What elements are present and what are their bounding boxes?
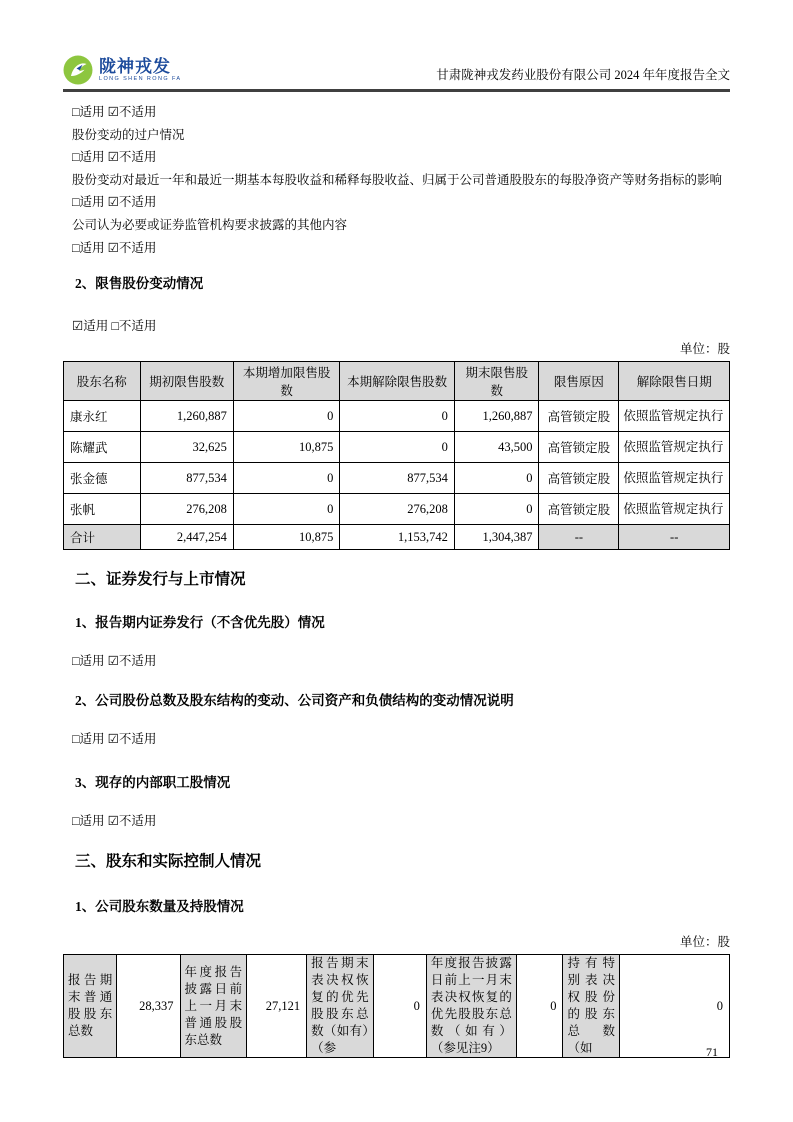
table-cell: 依照监管规定执行 bbox=[619, 432, 730, 463]
applicability-line: □适用 ☑不适用 bbox=[72, 150, 157, 165]
unit-label: 单位：股 bbox=[679, 342, 730, 357]
shareholder-count-table bbox=[63, 954, 730, 1058]
table-cell: 依照监管规定执行 bbox=[619, 463, 730, 494]
logo-en-text: LONG SHEN RONG FA bbox=[99, 75, 182, 82]
table-cell: 877,534 bbox=[140, 463, 233, 494]
report-title: 甘肃陇神戎发药业股份有限公司 2024 年年度报告全文 bbox=[436, 68, 730, 82]
table-row bbox=[64, 955, 730, 1058]
table-cell: 高管锁定股 bbox=[539, 463, 619, 494]
table-cell: 0 bbox=[233, 401, 340, 432]
table-header-cell: 期末限售股数 bbox=[454, 362, 539, 401]
table-cell: 1,260,887 bbox=[140, 401, 233, 432]
table-cell: 0 bbox=[340, 401, 455, 432]
label-cell: 年度报告披露日前上一月末普通股股东总数 bbox=[180, 955, 247, 1058]
table-header-cell: 本期增加限售股数 bbox=[233, 362, 340, 401]
company-logo bbox=[63, 55, 181, 85]
table-cell: 2,447,254 bbox=[140, 525, 233, 550]
table-row bbox=[64, 432, 730, 463]
value-cell: 27,121 bbox=[247, 955, 307, 1058]
value-cell: 28,337 bbox=[117, 955, 180, 1058]
paragraph: 公司认为必要或证券监管机构要求披露的其他内容 bbox=[72, 217, 348, 232]
table-cell: 276,208 bbox=[340, 494, 455, 525]
paragraph: 股份变动的过户情况 bbox=[72, 127, 185, 142]
table-cell: 依照监管规定执行 bbox=[619, 494, 730, 525]
section-heading-shareholder-count: 1、公司股东数量及持股情况 bbox=[75, 899, 244, 915]
table-cell: 10,875 bbox=[233, 525, 340, 550]
table-header-cell: 解除限售日期 bbox=[619, 362, 730, 401]
table-cell: 0 bbox=[454, 463, 539, 494]
label-cell: 报告期末普通股股东总数 bbox=[64, 955, 117, 1058]
table-cell: 10,875 bbox=[233, 432, 340, 463]
intro-section bbox=[63, 101, 730, 259]
table-cell: 0 bbox=[340, 432, 455, 463]
table-cell: 高管锁定股 bbox=[539, 494, 619, 525]
table-cell: 1,260,887 bbox=[454, 401, 539, 432]
table-row bbox=[64, 494, 730, 525]
applicability-line: □适用 ☑不适用 bbox=[72, 195, 157, 210]
applicability-line: □适用 ☑不适用 bbox=[72, 240, 157, 255]
table-cell: 依照监管规定执行 bbox=[619, 401, 730, 432]
table-header-cell: 本期解除限售股数 bbox=[340, 362, 455, 401]
section-heading-share-structure-change: 2、公司股份总数及股东结构的变动、公司资产和负债结构的变动情况说明 bbox=[75, 693, 514, 709]
table-cell: 1,304,387 bbox=[454, 525, 539, 550]
total-row bbox=[64, 525, 730, 550]
value-cell: 0 bbox=[373, 955, 426, 1058]
section-heading-securities-issuance: 二、证券发行与上市情况 bbox=[75, 571, 246, 589]
table-header-cell: 股东名称 bbox=[64, 362, 141, 401]
table-header-cell: 限售原因 bbox=[539, 362, 619, 401]
page-header bbox=[63, 48, 730, 92]
section-heading-shareholders-controllers: 三、股东和实际控制人情况 bbox=[75, 853, 262, 871]
paragraph: 股份变动对最近一年和最近一期基本每股收益和稀释每股收益、归属于公司普通股股东的每股净资产等财务指标的影响 bbox=[72, 172, 723, 187]
table-row bbox=[64, 401, 730, 432]
table-cell: 43,500 bbox=[454, 432, 539, 463]
table-cell: 0 bbox=[233, 494, 340, 525]
logo-bird-icon bbox=[63, 55, 93, 85]
table-cell: 877,534 bbox=[340, 463, 455, 494]
applicability-line: □适用 ☑不适用 bbox=[72, 732, 157, 747]
unit-label: 单位：股 bbox=[679, 935, 730, 950]
table-header-cell: 期初限售股数 bbox=[140, 362, 233, 401]
value-cell: 0 bbox=[620, 955, 730, 1058]
table-cell: 32,625 bbox=[140, 432, 233, 463]
section-heading-issuance-in-period: 1、报告期内证券发行（不含优先股）情况 bbox=[75, 615, 325, 631]
logo-text bbox=[99, 58, 181, 83]
value-cell: 0 bbox=[516, 955, 563, 1058]
applicability-line: □适用 ☑不适用 bbox=[72, 814, 157, 829]
table-cell: 1,153,742 bbox=[340, 525, 455, 550]
total-label: 合计 bbox=[64, 525, 141, 550]
logo-cn-text: 陇神戎发 bbox=[99, 56, 171, 76]
applicability-line: □适用 ☑不适用 bbox=[72, 105, 157, 119]
section-heading-restricted-shares: 2、限售股份变动情况 bbox=[75, 276, 204, 292]
table-cell: -- bbox=[619, 525, 730, 550]
section-heading-employee-shares: 3、现存的内部职工股情况 bbox=[75, 775, 231, 791]
table-row bbox=[64, 463, 730, 494]
table-cell: 高管锁定股 bbox=[539, 432, 619, 463]
applicability-line: ☑适用 □不适用 bbox=[72, 319, 157, 334]
shareholder-name: 陈耀武 bbox=[64, 432, 141, 463]
table-cell: 0 bbox=[454, 494, 539, 525]
table-cell: -- bbox=[539, 525, 619, 550]
label-cell: 年度报告披露日前上一月末表决权恢复的优先股股东总数（如有）（参见注9） bbox=[426, 955, 516, 1058]
table-cell: 高管锁定股 bbox=[539, 401, 619, 432]
shareholder-name: 张帆 bbox=[64, 494, 141, 525]
applicability-line: □适用 ☑不适用 bbox=[72, 654, 157, 669]
table-header-row bbox=[64, 362, 730, 401]
shareholder-name: 康永红 bbox=[64, 401, 141, 432]
table-cell: 0 bbox=[233, 463, 340, 494]
restricted-shares-table bbox=[63, 361, 730, 550]
page-number: 71 bbox=[706, 1045, 718, 1059]
shareholder-name: 张金德 bbox=[64, 463, 141, 494]
label-cell: 报告期末表决权恢复的优先股股东总数（如有）（参 bbox=[307, 955, 374, 1058]
label-cell: 持有特别表决权股份的股东总数（如 bbox=[563, 955, 620, 1058]
table-cell: 276,208 bbox=[140, 494, 233, 525]
